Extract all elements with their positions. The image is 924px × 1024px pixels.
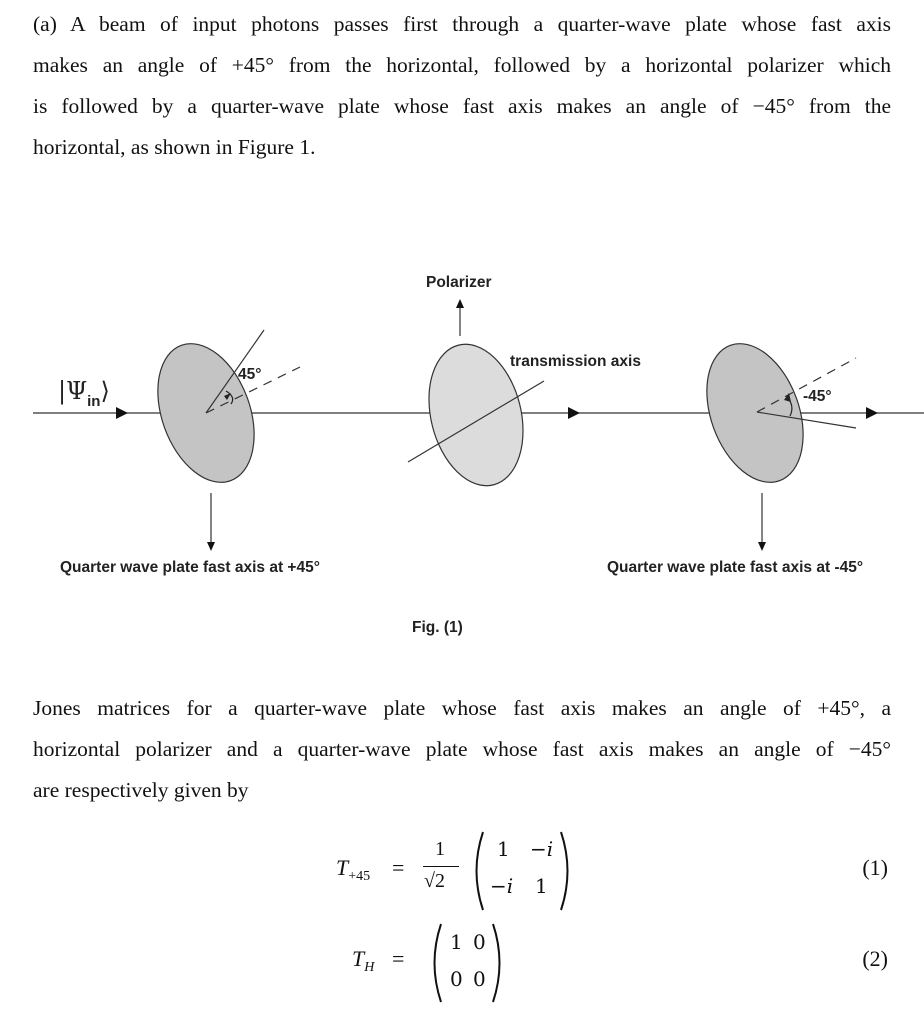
eq2-m11: 1	[450, 930, 463, 954]
eq1-lhs: $T_{+45}$	[336, 855, 371, 884]
eq1-right-paren	[558, 830, 576, 912]
eq1-prefactor-denominator: √2	[424, 870, 445, 892]
eq1-prefactor-numerator: 1	[435, 838, 445, 860]
transmission-axis-label: transmission axis	[510, 353, 641, 370]
beam-arrow-1	[116, 407, 128, 419]
eq2-m12: 0	[473, 930, 486, 954]
intro-line-2: makes an angle of +45° from the horizontal, followed by a horizontal polarizer which	[33, 53, 891, 77]
polarizer-pointer-arrowhead	[456, 299, 464, 308]
jones-paragraph	[33, 688, 891, 811]
jones-line-1: Jones matrices for a quarter-wave plate whose fast axis makes an angle of +45°, a	[33, 696, 891, 720]
input-state-label: $|\Psi_{in}⟩$	[58, 377, 110, 410]
right-quarter-wave-plate	[689, 330, 821, 495]
eq1-m22: 1	[535, 874, 548, 898]
jones-line-3: are respectively given by	[33, 778, 249, 802]
eq2-m21: 0	[450, 967, 463, 991]
eq2-number: (2)	[862, 946, 888, 971]
eq1-m21: −i	[490, 874, 514, 898]
eq2-equals: =	[392, 946, 405, 971]
intro-paragraph	[33, 4, 891, 168]
figure-caption: Fig. (1)	[412, 619, 463, 636]
eq1-equals: =	[392, 855, 405, 880]
optics-figure	[0, 250, 924, 650]
eq2-right-paren	[490, 922, 508, 1004]
intro-line-4: horizontal, as shown in Figure 1.	[33, 135, 316, 159]
eq1-number: (1)	[862, 855, 888, 880]
polarizer-label: Polarizer	[426, 274, 492, 291]
intro-line-1: (a) A beam of input photons passes first through a quarter-wave plate whose fast axis	[33, 12, 891, 36]
eq1-m12: −i	[530, 837, 554, 861]
right-pointer-arrowhead	[758, 542, 766, 551]
intro-line-3: is followed by a quarter-wave plate whose fast axis makes an angle of −45° from the	[33, 94, 891, 118]
left-plate-label: Quarter wave plate fast axis at +45°	[60, 559, 320, 576]
jones-line-2: horizontal polarizer and a quarter-wave plate whose fast axis makes an angle of −45°	[33, 737, 891, 761]
eq2-m22: 0	[473, 967, 486, 991]
eq2-lhs: $T_H$	[352, 946, 375, 975]
beam-arrow-2	[568, 407, 580, 419]
eq1-fraction-bar	[423, 866, 459, 867]
eq1-m11: 1	[497, 837, 510, 861]
left-angle-label: 45°	[238, 366, 262, 383]
right-angle-label: -45°	[803, 388, 832, 405]
right-plate-label: Quarter wave plate fast axis at -45°	[607, 559, 864, 576]
beam-arrow-3	[866, 407, 878, 419]
left-pointer-arrowhead	[207, 542, 215, 551]
eq1-left-paren	[468, 830, 486, 912]
eq2-left-paren	[426, 922, 444, 1004]
